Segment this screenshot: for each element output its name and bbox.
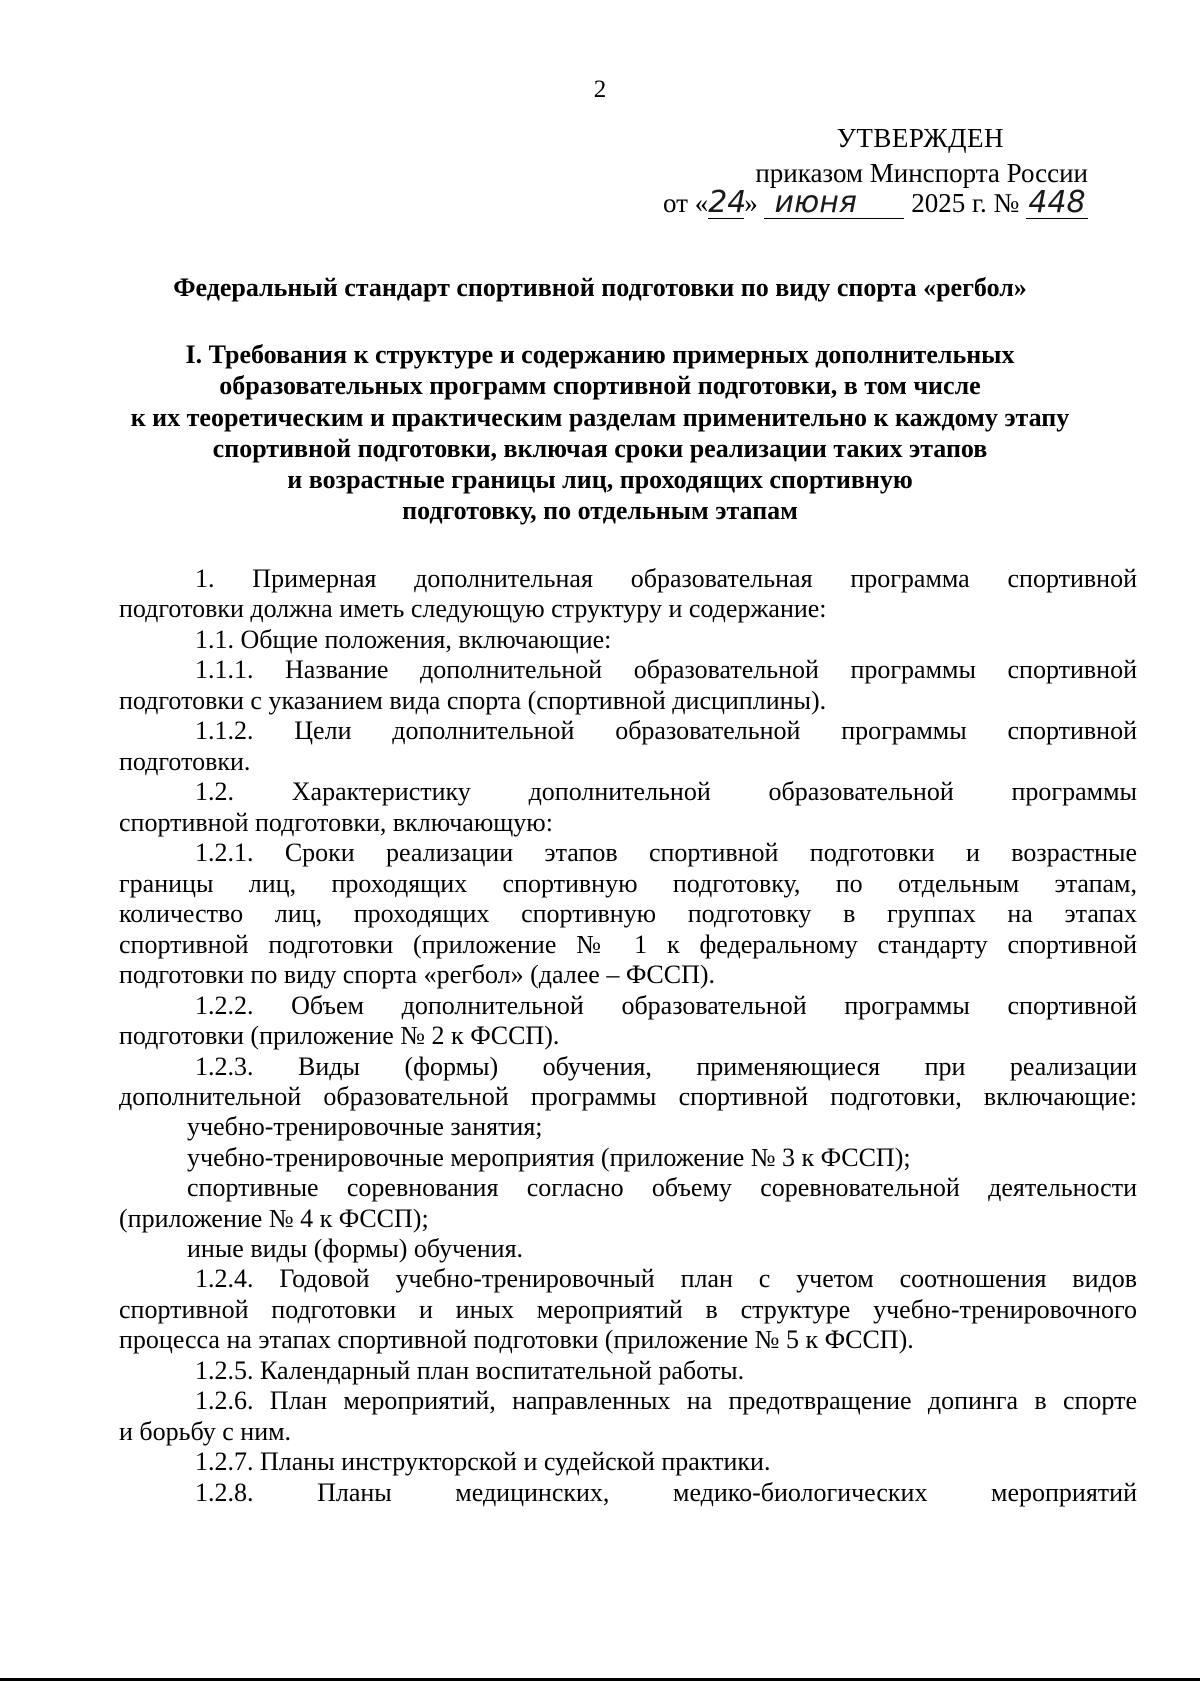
date-day-handwritten: 24 <box>708 185 747 220</box>
page-number: 2 <box>593 76 607 103</box>
body-line: 1.2. Характеристику дополнительной образовательной программы <box>195 777 1137 806</box>
body-line: дополнительной образовательной программы спортивной подготовки, включающие: <box>119 1082 1137 1111</box>
section-heading-line: к их теоретическим и практическим разделам применительно к каждому этапу <box>130 402 1070 432</box>
body-line: учебно-тренировочные мероприятия (приложение № 3 к ФССП); <box>187 1143 911 1172</box>
date-mid: » <box>744 188 758 218</box>
section-heading-line: и возрастные границы лиц, проходящих спортивную <box>287 465 913 495</box>
body-line: 1.2.2. Объем дополнительной образовательной программы спортивной <box>195 991 1137 1020</box>
body-line: 1.2.8. Планы медицинских, медико-биологических мероприятий <box>195 1478 1137 1507</box>
approval-title: УТВЕРЖДЕН <box>836 123 1004 153</box>
body-line: и борьбу с ним. <box>119 1417 292 1446</box>
approval-order-line: приказом Минспорта России <box>755 158 1088 188</box>
body-line: спортивные соревнования согласно объему соревновательной деятельности <box>187 1173 1137 1202</box>
body-line: 1.2.4. Годовой учебно-тренировочный план с учетом соотношения видов <box>195 1264 1137 1293</box>
document-title: Федеральный стандарт спортивной подготовки по виду спорта «регбол» <box>173 273 1027 302</box>
body-line: подготовки по виду спорта «регбол» (далее – ФССП). <box>119 960 716 989</box>
body-line: 1.2.7. Планы инструкторской и судейской практики. <box>195 1447 771 1476</box>
date-prefix: от « <box>663 188 709 218</box>
body-line: подготовки с указанием вида спорта (спортивной дисциплины). <box>119 686 827 715</box>
section-heading-line: I. Требования к структуре и содержанию примерных дополнительных <box>185 340 1015 369</box>
approval-date-line <box>663 185 1088 220</box>
body-line: подготовки. <box>119 747 251 776</box>
body-line: 1.2.1. Сроки реализации этапов спортивной подготовки и возрастные <box>195 838 1137 867</box>
body-line: учебно-тренировочные занятия; <box>187 1112 543 1141</box>
section-heading <box>100 339 1100 527</box>
body-line: 1.2.6. План мероприятий, направленных на предотвращение допинга в спорте <box>195 1386 1137 1415</box>
section-heading-line: подготовку, по отдельным этапам <box>402 496 798 526</box>
body-line: (приложение № 4 к ФССП); <box>119 1204 429 1233</box>
body-line: подготовки должна иметь следующую структуру и содержание: <box>119 594 827 623</box>
body-line: 1.1.2. Цели дополнительной образовательной программы спортивной <box>195 716 1137 745</box>
section-heading-line: образовательных программ спортивной подготовки, в том числе <box>219 371 981 401</box>
body-line: количество лиц, проходящих спортивную подготовку в группах на этапах <box>119 899 1137 928</box>
body-line: 1.1.1. Название дополнительной образовательной программы спортивной <box>195 655 1137 684</box>
body-line: спортивной подготовки, включающую: <box>119 808 553 837</box>
body-line: процесса на этапах спортивной подготовки (приложение № 5 к ФССП). <box>119 1325 914 1354</box>
body-line: спортивной подготовки (приложение № 1 к федеральному стандарту спортивной <box>119 930 1137 959</box>
body-line: границы лиц, проходящих спортивную подготовку, по отдельным этапам, <box>119 869 1137 898</box>
date-month-handwritten: июня <box>764 188 904 219</box>
body-line: 1.2.3. Виды (формы) обучения, применяющиеся при реализации <box>195 1052 1137 1081</box>
body-line: иные виды (формы) обучения. <box>187 1234 524 1263</box>
body-line: 1.1. Общие положения, включающие: <box>195 625 612 654</box>
body-line: подготовки (приложение № 2 к ФССП). <box>119 1021 560 1050</box>
body-line: 1. Примерная дополнительная образовательная программа спортивной <box>195 564 1137 593</box>
order-number-handwritten: 448 <box>1026 188 1088 219</box>
body-line: спортивной подготовки и иных мероприятий в структуре учебно-тренировочного <box>119 1295 1137 1324</box>
date-year: 2025 г. № <box>911 188 1020 218</box>
section-heading-line: спортивной подготовки, включая сроки реализации таких этапов <box>212 433 988 463</box>
body-line: 1.2.5. Календарный план воспитательной работы. <box>195 1356 745 1385</box>
